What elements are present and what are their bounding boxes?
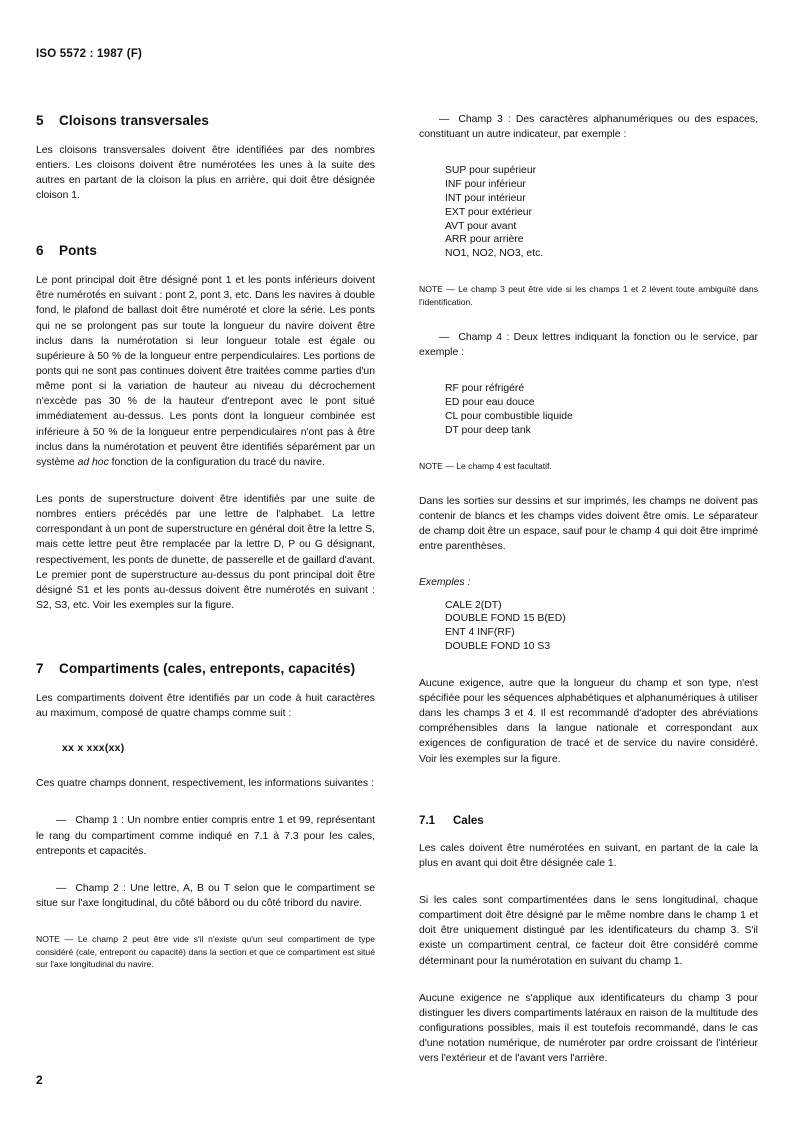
spacer [419,451,758,460]
list-item: INT pour intérieur [445,192,526,204]
champ-2-item [36,881,375,911]
spacer [419,321,758,330]
champ-4-abbreviation-list [419,382,758,437]
separateur-paragraph: Dans les sorties sur dessins et sur imprimés, les champs ne doivent pas contenir de blancs et les champs vides doivent être omis. Le séparateur de champ doit être un espace, sauf pour le champ 4 qui doit être imprimé entre parenthèses. [419,496,758,553]
champ-2-note: NOTE — Le champ 2 peut être vide s'il n'existe qu'un seul compartiment de type considéré (cale, entrepont ou capacité) dans la section et que ce compartiment est situé sur l'axe longitudinal du navire. [36,934,375,969]
list-item: CL pour combustible liquide [445,410,573,422]
champ-4-text: Champ 4 : Deux lettres indiquant la fonction ou le service, par exemple : [419,331,758,359]
code-format-example: xx x xxx(xx) [62,743,125,755]
section6-paragraph-1-part2: fonction de la configuration du tracé du navire. [108,456,325,468]
section7-paragraph-2: Ces quatre champs donnent, respectivement, les informations suivantes : [36,778,374,790]
section-title-7: Compartiments (cales, entreponts, capacités) [59,661,356,677]
dash-marker: — [56,882,67,894]
spacer [419,780,758,814]
section-title-6: Ponts [59,243,98,259]
spacer [36,924,375,933]
section-heading-6 [36,242,375,260]
spacer [36,626,375,660]
list-item: DOUBLE FOND 10 S3 [445,641,551,653]
section6-paragraph-1 [36,273,375,470]
section71-paragraph-1: Les cales doivent être numérotées en suivant, en partant de la cale la plus en avant qui doit être désignée cale 1. [419,842,758,869]
list-item: ENT 4 INF(RF) [445,627,515,639]
document-header: ISO 5572 : 1987 (F) [36,48,143,60]
section7-paragraph-1: Les compartiments doivent être identifiés par un code à huit caractères au maximum, composé de quatre champs comme suit : [36,692,375,720]
list-item: ARR pour arrière [445,234,524,246]
list-item: CALE 2(DT) [445,599,502,611]
champ-3-text: Champ 3 : Des caractères alphanumériques ou des espaces, constituant un autre indicateur, par exemple : [419,114,758,141]
spacer [419,884,758,893]
exigence-paragraph: Aucune exigence, autre que la longueur du champ et son type, n'est spécifiée pour les séquences alphabétiques et alphanumériques à utiliser dans les champs 3 et 4. Il est recommandé d'adopter des abréviations compréhensibles dans la langue nationale et correspondant aux exigences de configuration de tracé et de service du navire considéré. Voir les exemples sur la figure. [419,677,758,765]
section6-paragraph-2: Les ponts de superstructure doivent être identifiés par une suite de nombres entiers précédés par une lettre de l'alphabet. La lettre correspondant à un pont de superstructure en général doit être la lettre S, mais cette lettre peut être remplacée par la lettre D, P ou G désignant, respectivement, les ponts de dunette, de passerelle et de gaillard d'avant. Le premier pont de superstructure au-dessus du pont principal doit être désigné S1 et les ponts au-dessus doivent être numérotés en suivant : S2, S3, etc. Voir les exemples sur la figure. [36,494,375,611]
spacer [36,872,375,881]
dash-marker: — [439,114,450,125]
spacer [419,274,758,283]
left-column [36,112,375,1079]
spacer [419,373,758,382]
spacer [36,804,375,813]
champ-2-text: Champ 2 : Une lettre, A, B ou T selon que le compartiment se situe sur l'axe longitudinal, du côté bâbord ou du côté tribord du navire. [36,882,375,909]
list-item: INF pour inférieur [445,179,526,191]
list-item: ED pour eau douce [445,397,535,409]
list-item: RF pour réfrigéré [445,383,525,395]
section-number-5: 5 [36,113,44,128]
list-item: DT pour deep tank [445,424,531,436]
champ-1-text: Champ 1 : Un nombre entier compris entre 1 et 99, représentant le rang du compartiment comme indiqué en 7.1 à 7.3 pour les cales, entreponts et capacités. [36,815,375,857]
spacer [419,667,758,676]
spacer [419,568,758,577]
two-column-layout [36,112,758,1079]
champ-4-note: NOTE — Le champ 4 est facultatif. [419,460,552,471]
right-column [419,112,758,1079]
spacer [419,155,758,164]
section71-paragraph-3: Aucune exigence ne s'applique aux identificateurs du champ 3 pour distinguer les divers compartiments latéraux en raison de la multitude des configurations possibles, mais il est toutefois recommandé, dans le cas d'une notation numérique, de numéroter par ordre croissant de l'intérieur vers l'extérieur et de l'avant vers l'arrière. [419,992,758,1065]
dash-marker: — [439,331,450,343]
section-number-7: 7 [36,661,44,677]
list-item: SUP pour supérieur [445,165,537,177]
spacer [36,216,375,242]
spacer [419,982,758,991]
section5-paragraph: Les cloisons transversales doivent être identifiées par des nombres entiers. Les cloisons doivent être numérotées les unes à la suite des autres en partant de la cloison la plus en arrière, qui doit être désignée cloison 1. [36,144,375,202]
list-item: DOUBLE FOND 15 B(ED) [445,613,566,625]
section-heading-7-1 [419,814,758,829]
champ-1-item [36,813,375,858]
section6-adhoc-italic: ad hoc [77,456,109,468]
section-heading-7 [36,660,375,678]
list-item: AVT pour avant [445,220,517,232]
champ-3-note: NOTE — Le champ 3 peut être vide si les champs 1 et 2 lèvent toute ambiguïté dans l'identification. [419,284,758,307]
page-number: 2 [36,1073,43,1087]
list-item: NO1, NO2, NO3, etc. [445,248,544,260]
spacer [36,767,375,776]
champ-3-abbreviation-list [419,164,758,261]
list-item: EXT pour extérieur [445,206,533,218]
spacer [36,734,375,743]
section71-paragraph-2: Si les cales sont compartimentées dans le sens longitudinal, chaque compartiment doit être désigné par le même nombre dans le champ 1 et doit être uniquement distingué par les identificateurs du champ 3. S'il existe un compartiment central, ce facteur doit être considéré comme déterminant pour la numérotation en suivant du champ 1. [419,894,758,967]
examples-label: Exemples : [419,576,471,588]
section-heading-5 [36,112,375,130]
section6-paragraph-1-part1: Le pont principal doit être désigné pont 1 et les ponts inférieurs doivent être numérotés en suivant : pont 2, pont 3, etc. Dans les navires à double fond, le plafond de ballast doit être numéroté et clore la série. Les ponts qui ne se prolongent pas sur toute la longueur du navire doivent être inclus dans la numérotation si leur longueur totale est égale ou supérieure à 50 % de la longueur entre perpendiculaires. Les portions de ponts qui ne sont pas continues doivent être traitées comme parties d'un même pont si la variation de hauteur au niveau du décrochement n'excède pas 30 % de la hauteur d'entrepont avec le pont situé immédiatement au-dessus. Les ponts dont la longueur combinée est inférieure à 50 % de la longueur entre perpendiculaires n'ont pas à être inclus dans la numérotation et peuvent être identifiés séparément par un système [36,275,375,468]
spacer [419,485,758,494]
champ-4-item [419,330,758,360]
section-number-7-1: 7.1 [419,814,435,827]
dash-marker: — [56,815,67,827]
section-number-6: 6 [36,243,44,259]
section-title-5: Cloisons transversales [59,113,210,128]
champ-3-item [419,112,758,142]
examples-list [419,599,758,654]
section-title-7-1: Cales [453,814,484,827]
spacer [36,483,375,492]
